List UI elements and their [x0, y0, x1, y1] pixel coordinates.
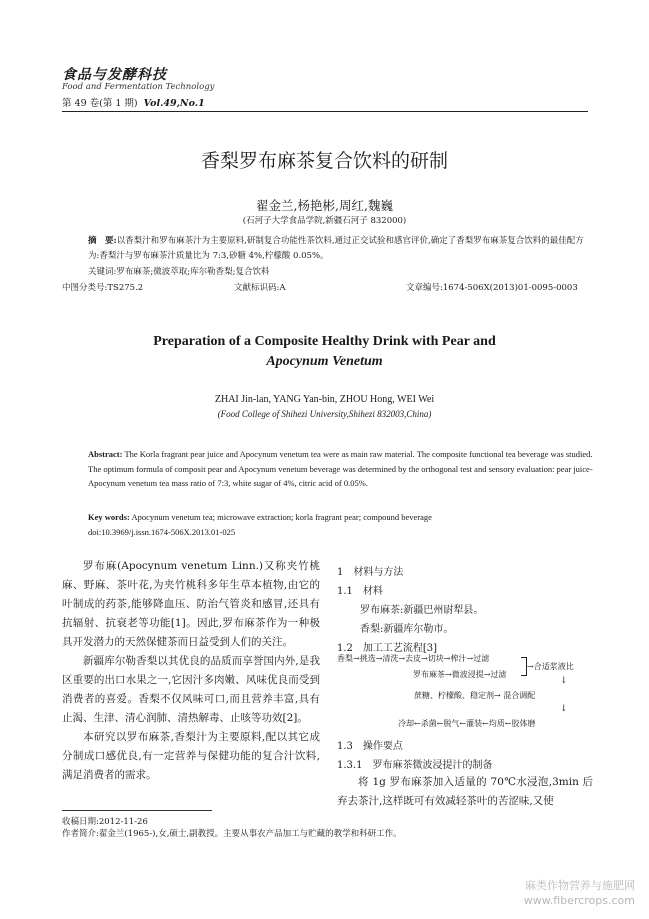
issue-cn: 第 49 卷(第 1 期) [62, 98, 138, 109]
abstract-en-text: The Korla fragrant pear juice and Apocynum venetum tea were as main raw material. The composite functional tea beverage was studied. The optimum formula of composit pear and Apocynum venetum beverage was determined by the orthogonal test and sensory evaluation: pear juice-Apocynum venetum tea mass ratio of 7:3, white sugar of 4%, citric acid of 0.05%. [88, 449, 593, 488]
journal-title-en: Food and Fermentation Technology [62, 82, 215, 92]
affiliation-en: (Food College of Shihezi University,Shihezi 832003,China) [217, 409, 432, 419]
paper-title-en [0, 332, 649, 372]
material-1: 罗布麻茶:新疆巴州尉犁县。 [360, 605, 484, 616]
doi: doi:10.3969/j.issn.1674-506X.2013.01-025 [88, 527, 236, 537]
keywords-cn-text: 罗布麻茶;微波萃取;库尔勒香梨;复合饮料 [116, 267, 270, 277]
paper-title-en-line1: Preparation of a Composite Healthy Drink with Pear and [153, 334, 496, 349]
flow-process-line: 冷却←杀菌←脱气←灌装←均质←胶体磨 [398, 719, 536, 728]
body-left-column [62, 557, 320, 785]
abstract-cn-text: 以香梨汁和罗布麻茶汁为主要原料,研制复合功能性茶饮料,通过正交试验和感官评价,确定了香梨罗布麻茶复合饮料的最佳配方为:香梨汁与罗布麻茶汁质量比为 7:3,砂糖 4%,柠檬酸 0.05%。 [88, 236, 584, 261]
section-1-2-heading: 1.2 加工工艺流程[3] [337, 643, 438, 654]
authors-en: ZHAI Jin-lan, YANG Yan-bin, ZHOU Hong, WEI Wei [214, 394, 435, 405]
flow-merge-ratio: →合适浆液比 [527, 662, 574, 671]
paper-title-cn: 香梨罗布麻茶复合饮料的研制 [200, 150, 448, 172]
section-1-3-heading: 1.3 操作要点 [337, 741, 403, 752]
material-2: 香梨:新疆库尔勒市。 [360, 624, 454, 635]
paper-title-en-line2: Apocynum Venetum [266, 354, 383, 369]
header-rule [62, 111, 588, 112]
watermark-url: www.fibercrops.com [523, 894, 635, 907]
keywords-en-text: Apocynum venetum tea; microwave extraction; korla fragrant pear; compound beverage [131, 512, 432, 522]
author-bio: 作者简介:翟金兰(1965-),女,硕士,副教授。主要从事农产品加工与贮藏的教学和科研工作。 [62, 829, 402, 839]
flow-down-arrow-1: ↓ [560, 676, 568, 686]
site-watermark [524, 878, 635, 908]
flow-down-arrow-2: ↓ [560, 704, 568, 714]
flow-pear-line: 香梨→挑选→清洗→去皮→切块→榨汁→过滤 [337, 654, 490, 663]
flow-tea-line: 罗布麻茶→微波浸提→过滤 [413, 670, 507, 679]
abstract-en-label: Abstract: [88, 449, 123, 459]
body-paragraph-2: 新疆库尔勒香梨以其优良的品质而享誉国内外,是我区重要的出口水果之一,它因汁多肉嫩、风味优良而受到消费者的喜爱。香梨不仅风味可口,而且营养丰富,具有止渴、生津、清心润肺、清热解毒、止咳等功效[2]。 [62, 655, 320, 724]
section-1-3-1-heading: 1.3.1 罗布麻茶微波浸提汁的制备 [337, 760, 493, 771]
watermark-cn: 麻类作物营养与施肥网 [525, 879, 635, 892]
journal-title-cn: 食品与发酵科技 [62, 67, 167, 83]
received-date: 收稿日期:2012-11-26 [62, 817, 148, 827]
body-paragraph-3: 本研究以罗布麻茶,香梨汁为主要原料,配以其它成分制成口感优良,有一定营养与保健功能的复合汁饮料,满足消费者的需求。 [62, 731, 320, 781]
article-number: 文章编号:1674-506X(2013)01-0095-0003 [406, 283, 578, 293]
issue-line [62, 95, 205, 109]
flow-mix-line: 蔗糖、柠檬酸、稳定剂→ 混合调配 [414, 691, 536, 700]
footnote [62, 816, 402, 840]
body-paragraph-1: 罗布麻(Apocynum venetum Linn.)又称夹竹桃麻、野麻、茶叶花,为夹竹桃科多年生草本植物,由它的叶制成的药茶,能够降血压、防治气管炎和感冒,还具有抗辐射、抗衰老等功能[1]。因此,罗布麻茶作为一种极具开发潜力的天然保健茶而日益受到人们的关注。 [62, 560, 320, 648]
keywords-cn-label: 关键词: [88, 267, 117, 277]
footnote-rule [62, 810, 212, 811]
keywords-cn [88, 265, 269, 277]
keywords-en-label: Key words: [88, 512, 130, 522]
affiliation-cn: (石河子大学食品学院,新疆石河子 832000) [242, 216, 407, 226]
keywords-en [88, 512, 432, 522]
section-1-heading: 1 材料与方法 [337, 567, 404, 578]
section-1-1-heading: 1.1 材料 [337, 586, 383, 597]
clc-number: 中图分类号:TS275.2 [62, 283, 144, 293]
document-code: 文献标识码:A [234, 283, 286, 293]
section-1-3-1-paragraph: 将 1g 罗布麻茶加入适量的 70℃水浸泡,3min 后弃去茶汁,这样既可有效减轻茶叶的苦涩味,又使 [337, 776, 593, 807]
abstract-en [88, 447, 593, 491]
abstract-cn [88, 234, 593, 264]
section-1-3-1-text [337, 773, 593, 811]
abstract-cn-label: 摘 要: [88, 236, 117, 246]
authors-cn: 翟金兰,杨艳彬,周红,魏巍 [256, 198, 393, 213]
issue-en: Vol.49,No.1 [143, 98, 205, 109]
